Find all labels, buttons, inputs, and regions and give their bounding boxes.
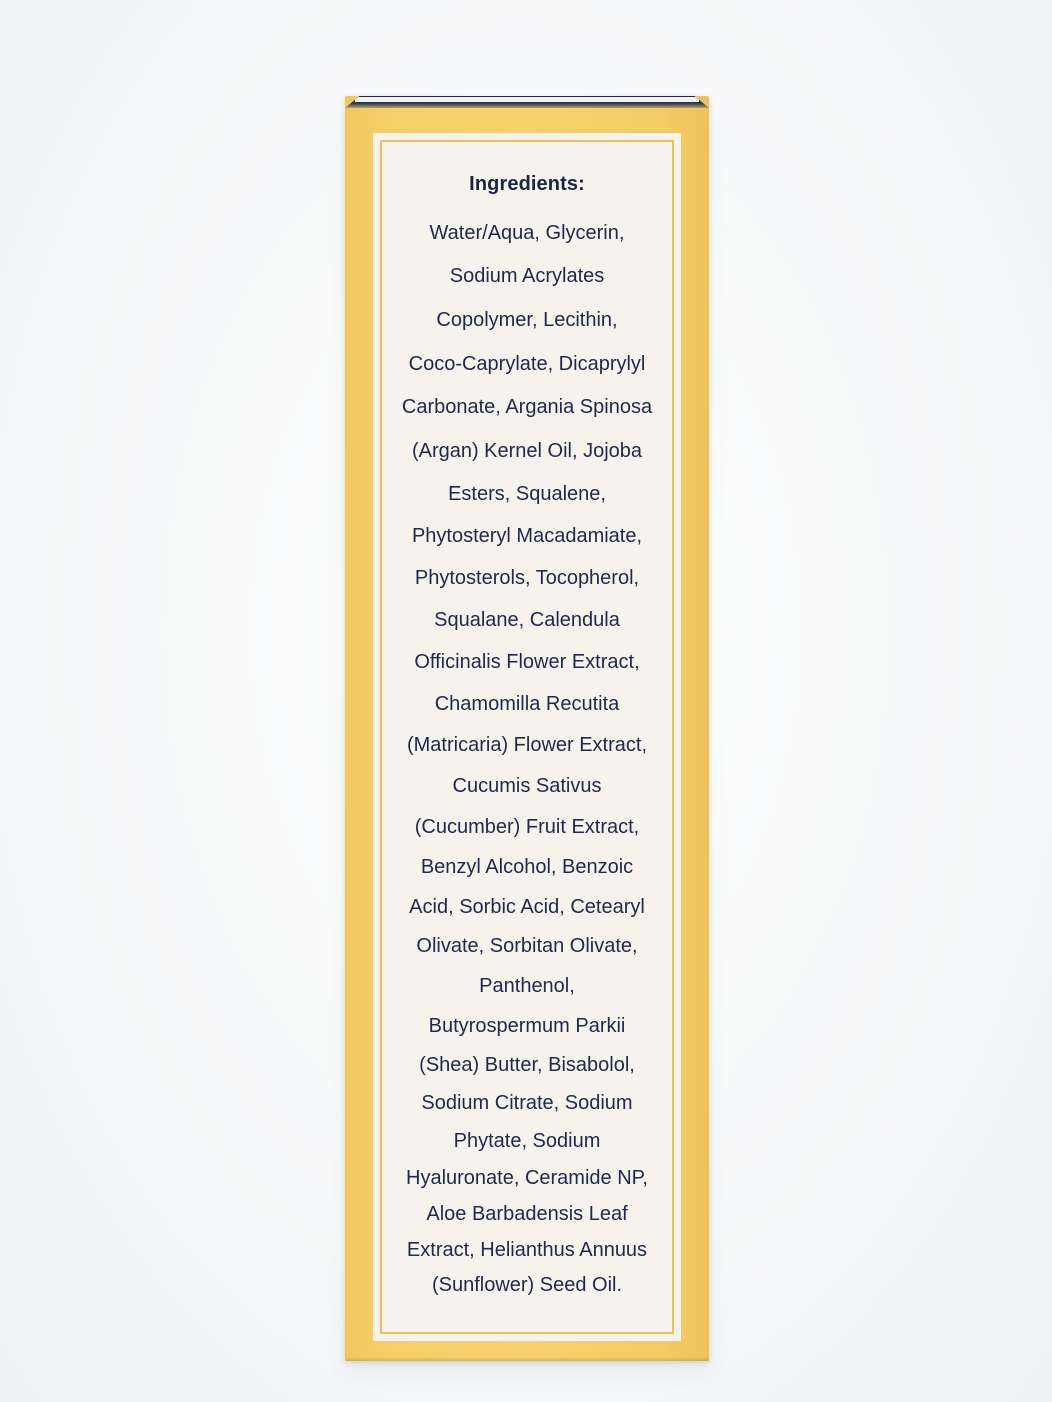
ingredient-line: (Cucumber) Fruit Extract, [414, 816, 640, 838]
ingredient-line: Squalane, Calendula [434, 609, 620, 631]
ingredient-line: (Argan) Kernel Oil, Jojoba [411, 440, 643, 462]
ingredient-line: Water/Aqua, Glycerin, [429, 222, 625, 244]
ingredient-line: Phytosteryl Macadamiate, [411, 525, 643, 547]
ingredient-line: Officinalis Flower Extract, [414, 651, 640, 673]
ingredient-line: Olivate, Sorbitan Olivate, [416, 935, 638, 957]
ingredients-label [373, 133, 681, 1341]
ingredient-line: Benzyl Alcohol, Benzoic [420, 856, 634, 878]
ingredient-line: Phytosterols, Tocopherol, [414, 567, 640, 589]
product-box [345, 96, 709, 1361]
ingredient-line: Hyaluronate, Ceramide NP, [406, 1167, 648, 1189]
ingredient-line: Coco-Caprylate, Dicaprylyl [408, 353, 646, 375]
ingredient-line: (Matricaria) Flower Extract, [406, 734, 648, 756]
ingredient-line: (Shea) Butter, Bisabolol, [419, 1054, 635, 1076]
ingredient-line: Butyrospermum Parkii [428, 1015, 626, 1037]
ingredient-line: Extract, Helianthus Annuus [406, 1239, 648, 1261]
ingredient-line: Sodium Citrate, Sodium [421, 1092, 633, 1114]
ingredient-line: Aloe Barbadensis Leaf [426, 1203, 628, 1225]
box-lid [345, 96, 709, 108]
ingredient-line: Esters, Squalene, [448, 483, 606, 505]
ingredient-line: (Sunflower) Seed Oil. [431, 1274, 623, 1296]
box-bottom-edge [345, 1357, 709, 1361]
ingredient-line: Acid, Sorbic Acid, Cetearyl [409, 896, 645, 918]
ingredient-line: Carbonate, Argania Spinosa [401, 396, 653, 418]
box-lid-inner-edge [355, 97, 699, 102]
ingredient-line: Chamomilla Recutita [434, 693, 620, 715]
ingredient-line: Phytate, Sodium [453, 1130, 601, 1152]
ingredient-line: Copolymer, Lecithin, [436, 309, 618, 331]
ingredient-line: Sodium Acrylates [449, 265, 605, 287]
ingredient-line: Cucumis Sativus [452, 775, 602, 797]
ingredients-heading: Ingredients: [469, 173, 585, 195]
ingredient-line: Panthenol, [479, 975, 575, 997]
